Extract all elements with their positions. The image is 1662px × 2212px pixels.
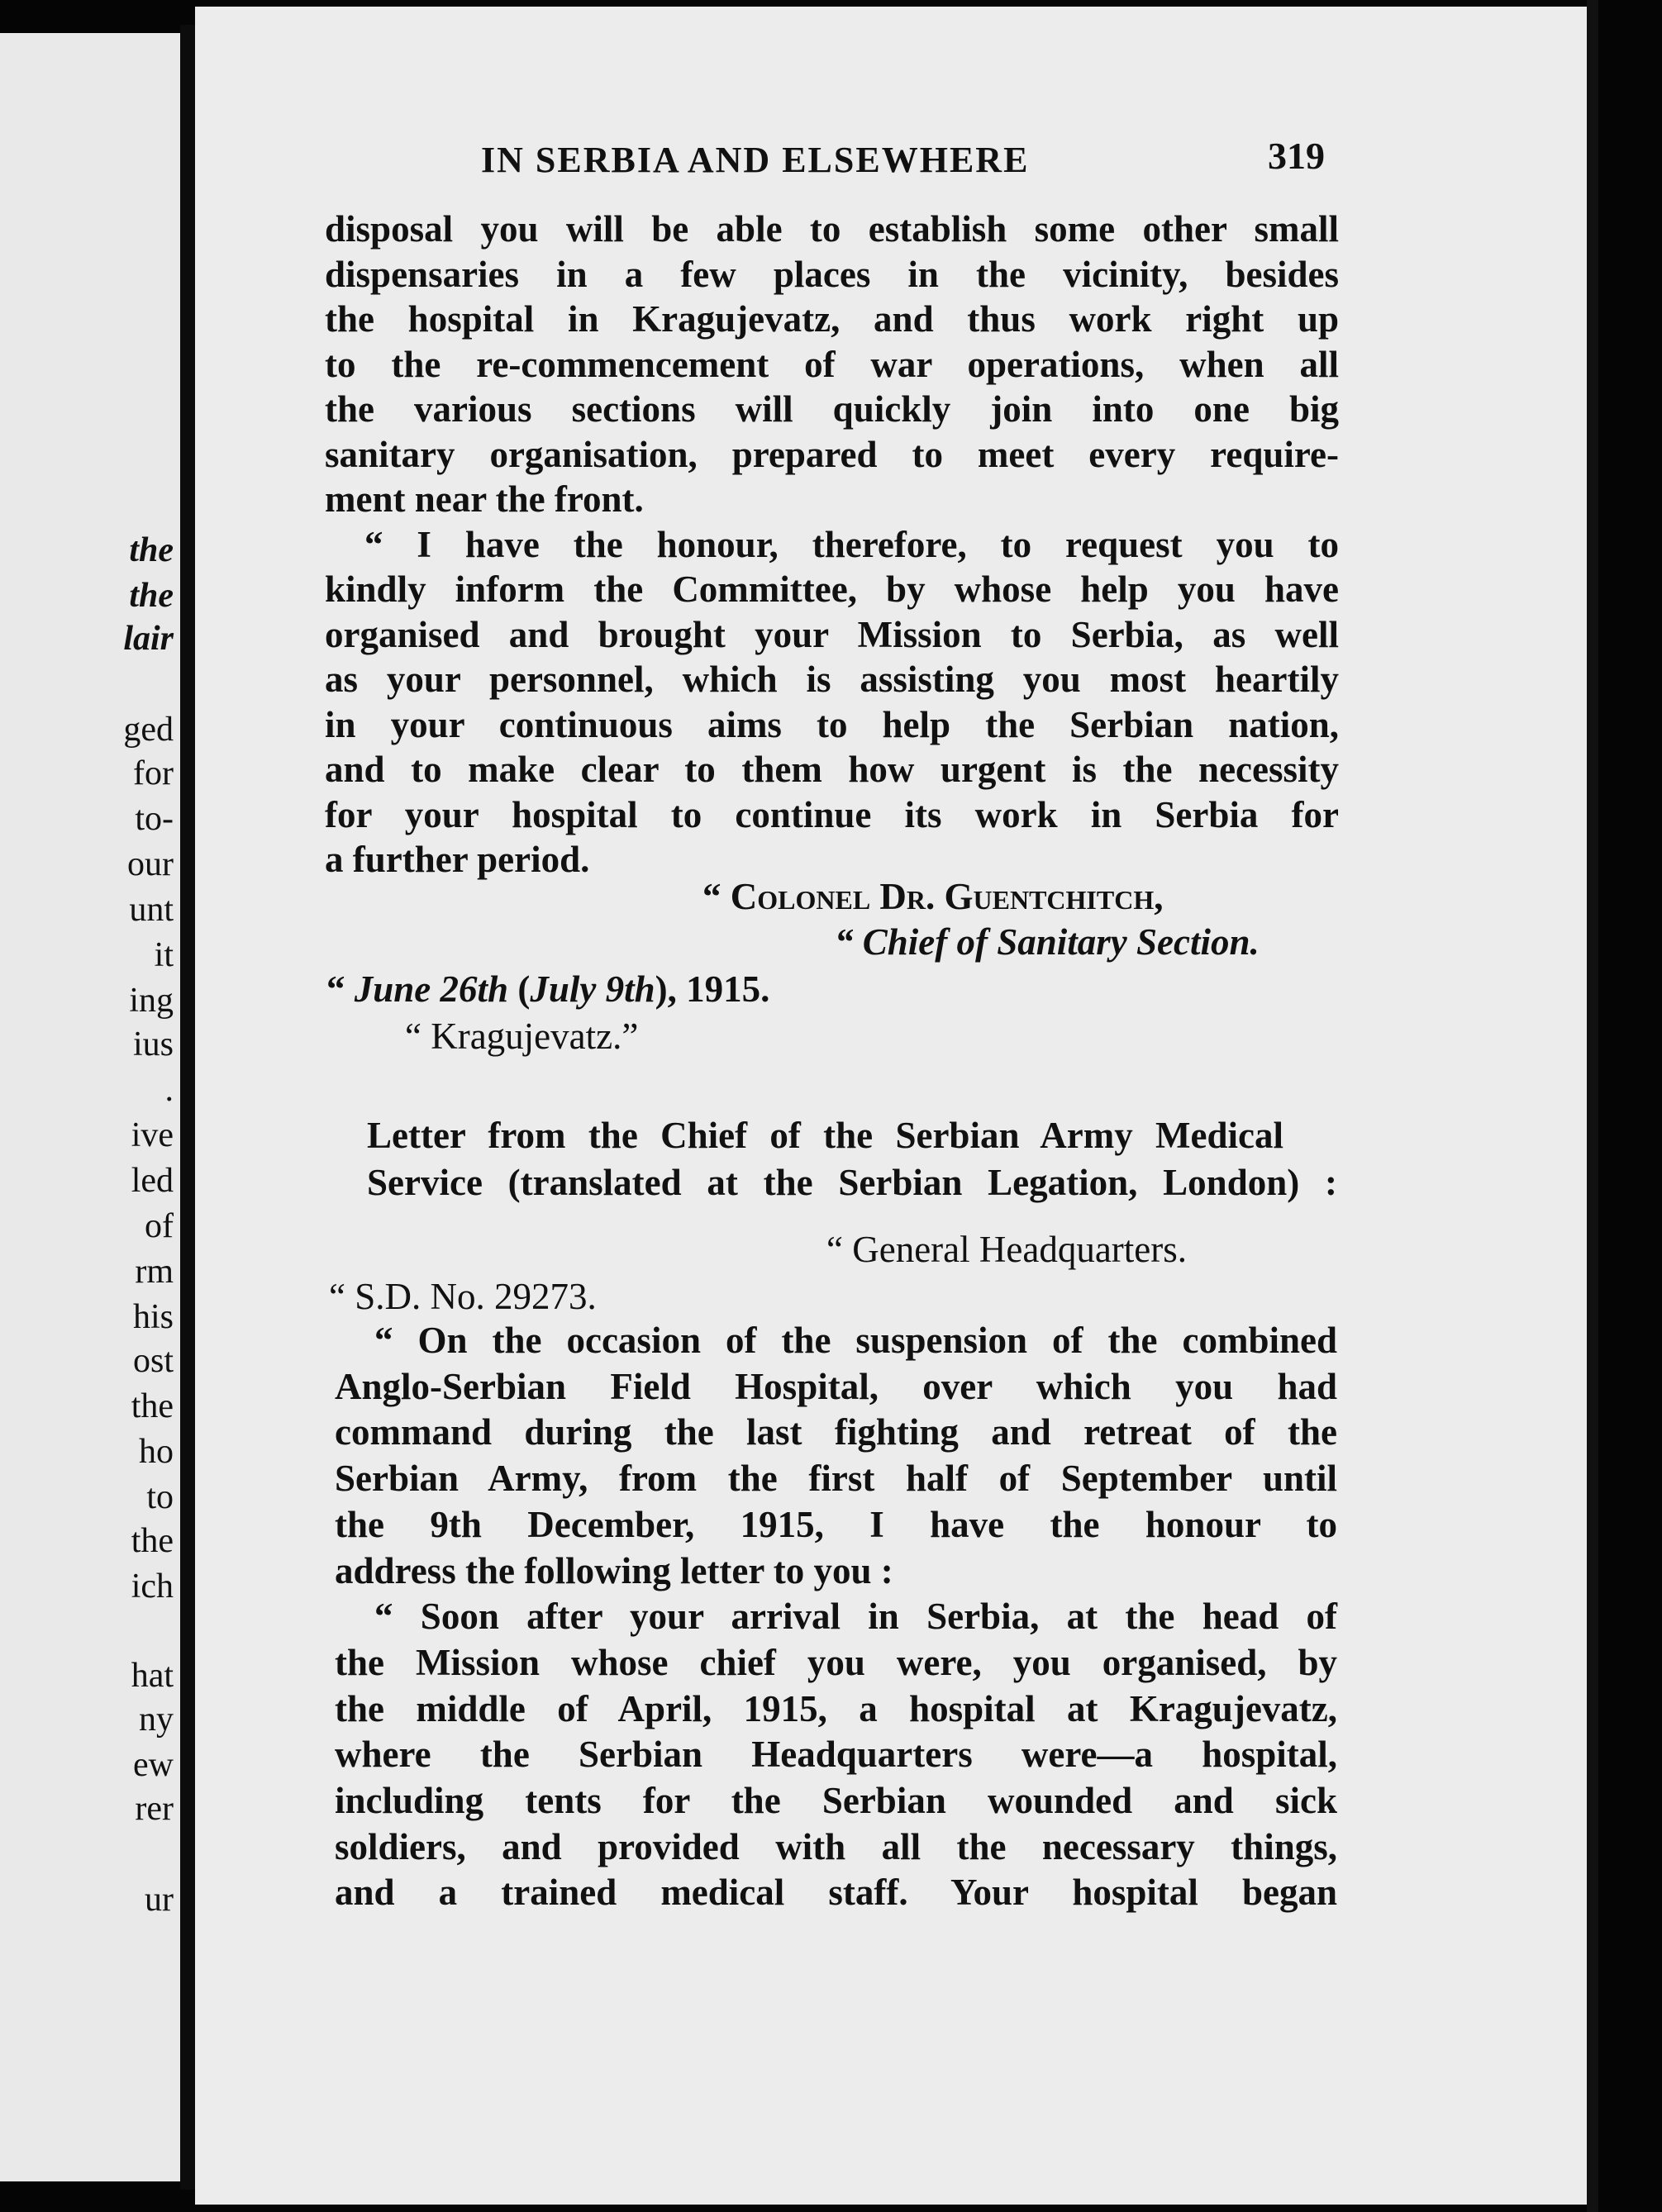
- facing-page-word: hat: [131, 1657, 174, 1695]
- text-line: the 9th December, 1915, I have the honour to: [335, 1503, 1337, 1545]
- facing-page-word: ive: [131, 1116, 174, 1154]
- facing-page-word: ny: [139, 1701, 174, 1739]
- facing-page-word: to-: [135, 800, 174, 838]
- facing-page-word: ing: [129, 982, 174, 1020]
- page-edge: [1587, 0, 1598, 2212]
- text-line: sanitary organisation, prepared to meet every require-: [325, 433, 1339, 475]
- facing-page-word: ew: [133, 1746, 174, 1784]
- text-line: command during the last fighting and retreat of the: [335, 1411, 1337, 1453]
- text-line: the middle of April, 1915, a hospital at Kragujevatz,: [335, 1687, 1337, 1729]
- text-line: in your continuous aims to help the Serbian nation,: [325, 703, 1339, 745]
- facing-page-word: to: [146, 1478, 174, 1516]
- book-gutter: [180, 25, 195, 2190]
- facing-page-word: ius: [132, 1025, 174, 1063]
- text-line: the Mission whose chief you were, you organised, by: [335, 1641, 1337, 1683]
- facing-page-word: the: [131, 1387, 174, 1425]
- facing-page-word: of: [145, 1207, 174, 1245]
- signature-name: “ Colonel Dr. Guentchitch,: [702, 876, 1164, 917]
- text-line: soldiers, and provided with all the necessary things,: [335, 1825, 1337, 1867]
- text-line: kindly inform the Committee, by whose help you have: [325, 568, 1339, 610]
- dateline-year: ), 1915.: [655, 968, 770, 1010]
- reference-line: “ S.D. No. 29273.: [329, 1276, 597, 1317]
- text-line: and a trained medical staff. Your hospital began: [335, 1872, 1337, 1914]
- facing-page-word: the: [129, 577, 174, 615]
- facing-page-word: our: [127, 845, 174, 883]
- text-line: dispensaries in a few places in the vicinity, besides: [325, 253, 1339, 295]
- text-line: Serbian Army, from the first half of September until: [335, 1458, 1337, 1500]
- text-line: ment near the front.: [325, 478, 644, 520]
- facing-page-word: the: [131, 1522, 174, 1560]
- signature-title: “ Chief of Sanitary Section.: [835, 921, 1260, 963]
- facing-page-word: lair: [123, 620, 174, 658]
- text-line: “ Soon after your arrival in Serbia, at the head of: [374, 1596, 1337, 1638]
- facing-page-word: ost: [132, 1342, 174, 1380]
- text-line: address the following letter to you :: [335, 1549, 893, 1591]
- facing-page-word: ged: [123, 711, 174, 749]
- text-line: for your hospital to continue its work in Serbia for: [325, 793, 1339, 835]
- text-line: the hospital in Kragujevatz, and thus work right up: [325, 298, 1339, 340]
- text-line: including tents for the Serbian wounded and sick: [335, 1780, 1337, 1821]
- facing-page-word: it: [154, 936, 174, 974]
- facing-page-word: his: [132, 1298, 174, 1336]
- text-line: where the Serbian Headquarters were—a hospital,: [335, 1734, 1337, 1776]
- text-line: Service (translated at the Serbian Legation, London) :: [367, 1162, 1337, 1203]
- dateline-date: June 26th: [354, 968, 509, 1010]
- text-line: “ I have the honour, therefore, to request you to: [364, 523, 1339, 565]
- facing-page-fragment: [0, 33, 180, 2181]
- facing-page-word: for: [133, 754, 174, 792]
- hq-line: “ General Headquarters.: [826, 1229, 1188, 1270]
- text-line: a further period.: [325, 839, 590, 880]
- page-number: 319: [1268, 135, 1325, 177]
- running-head: IN SERBIA AND ELSEWHERE: [481, 140, 1030, 180]
- facing-page-word: the: [129, 531, 174, 569]
- dateline-date-alt: July 9th: [530, 968, 655, 1010]
- text-line: organised and brought your Mission to Serbia, as well: [325, 613, 1339, 655]
- text-line: disposal you will be able to establish some other small: [325, 208, 1339, 250]
- dateline-place: “ Kragujevatz.”: [405, 1016, 639, 1057]
- text-line: the various sections will quickly join into one big: [325, 388, 1339, 430]
- text-line: Anglo-Serbian Field Hospital, over which you had: [335, 1365, 1337, 1407]
- dateline: [326, 968, 770, 1010]
- dateline-prefix: “: [326, 968, 355, 1010]
- dateline-paren: (: [508, 968, 531, 1010]
- text-line: and to make clear to them how urgent is the necessity: [325, 749, 1339, 790]
- facing-page-word: .: [164, 1071, 174, 1109]
- facing-page-word: rer: [135, 1790, 174, 1828]
- facing-page-word: ho: [139, 1433, 174, 1471]
- facing-page-word: unt: [129, 891, 174, 929]
- text-line: to the re-commencement of war operations, when all: [325, 343, 1339, 385]
- facing-page-word: ur: [145, 1881, 174, 1919]
- text-line: as your personnel, which is assisting you most heartily: [325, 659, 1339, 700]
- facing-page-word: led: [131, 1162, 174, 1200]
- facing-page-word: ich: [131, 1567, 174, 1605]
- text-line: Letter from the Chief of the Serbian Army Medical: [367, 1115, 1283, 1156]
- facing-page-word: rm: [135, 1253, 174, 1291]
- text-line: “ On the occasion of the suspension of the combined: [374, 1320, 1337, 1361]
